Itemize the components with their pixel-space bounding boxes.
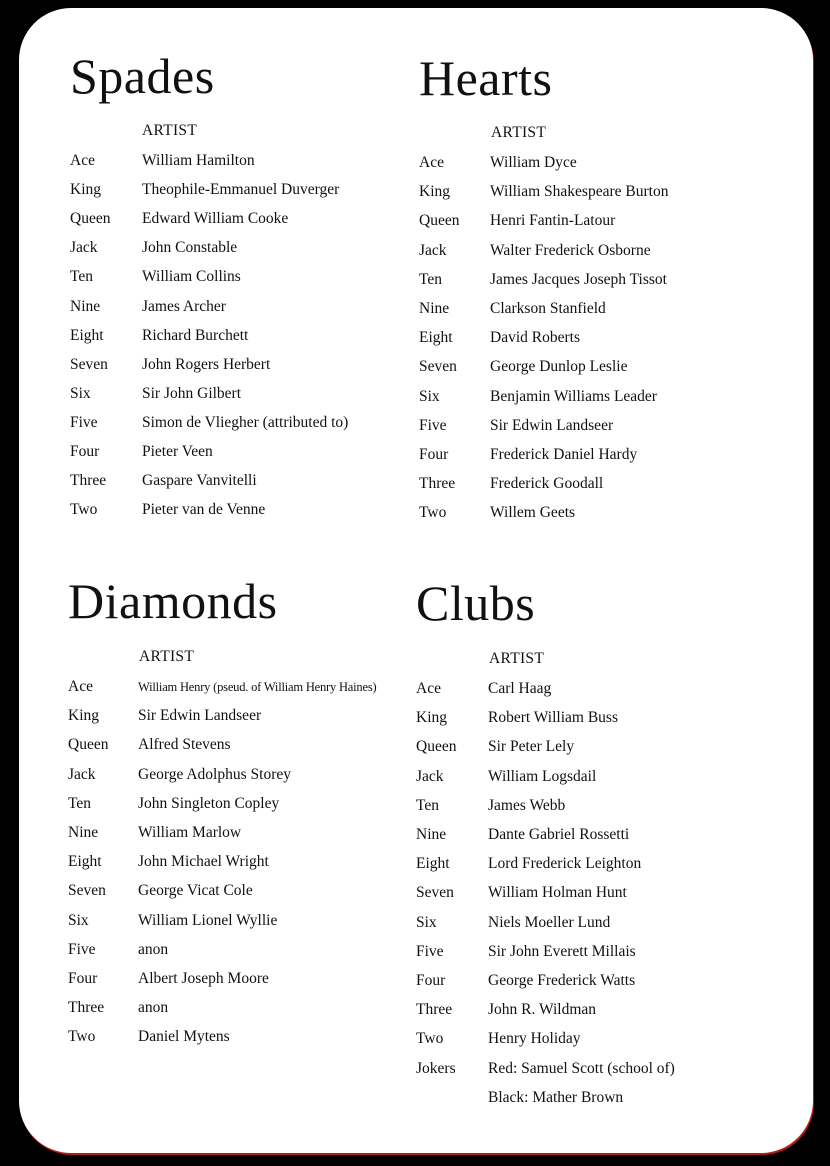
artist-name: William Shakespeare Burton	[490, 183, 669, 201]
rank-label: Three	[70, 472, 107, 490]
rank-label: Six	[419, 387, 440, 405]
artist-name: Sir Peter Lely	[488, 738, 575, 756]
rank-label: Two	[419, 504, 447, 522]
rank-label: Seven	[419, 358, 457, 376]
rank-label: Six	[68, 911, 89, 929]
artist-name: William Dyce	[490, 154, 577, 171]
rank-label: Nine	[419, 300, 450, 317]
artist-name: Gaspare Vanvitelli	[142, 472, 257, 490]
rank-label: Ace	[416, 680, 441, 697]
artist-name: anon	[138, 940, 169, 958]
artist-name: Sir John Everett Millais	[488, 942, 636, 960]
rank-label: Ace	[70, 152, 95, 169]
artist-name: William Lionel Wyllie	[138, 911, 278, 929]
artist-name: John R. Wildman	[488, 1001, 597, 1019]
rank-label: Ace	[419, 154, 444, 171]
artist-name: Pieter Veen	[142, 443, 213, 460]
rank-label: Ten	[419, 270, 443, 288]
rank-label: Queen	[419, 212, 460, 230]
rank-label: Three	[419, 475, 456, 493]
artist-name: William Hamilton	[142, 152, 255, 169]
artist-name: Frederick Daniel Hardy	[490, 446, 638, 463]
rank-label: Jokers	[416, 1059, 456, 1077]
rank-label: Seven	[70, 355, 108, 373]
artist-name: James Webb	[488, 796, 566, 814]
artist-name: George Dunlop Leslie	[490, 358, 628, 376]
suit-title: Spades	[70, 48, 215, 104]
rank-label: Queen	[68, 736, 109, 754]
rank-label: Four	[70, 443, 100, 460]
artist-name: John Rogers Herbert	[142, 355, 271, 373]
rank-label: Six	[416, 913, 437, 931]
artist-name: William Holman Hunt	[488, 884, 627, 902]
rank-label: Six	[70, 384, 91, 402]
artist-name: Daniel Mytens	[138, 1028, 230, 1046]
suit-title: Hearts	[419, 50, 553, 106]
rank-label: Five	[416, 942, 444, 960]
artist-name: George Vicat Cole	[138, 882, 253, 900]
rank-label: Jack	[419, 241, 447, 259]
rank-label: Two	[70, 501, 98, 519]
rank-label: Nine	[68, 824, 99, 841]
artist-name: Edward William Cooke	[142, 210, 289, 228]
artist-name: Black: Mather Brown	[488, 1088, 624, 1106]
suit-section-diamonds	[68, 573, 377, 1046]
artist-name: James Archer	[142, 297, 226, 315]
rank-label: Jack	[68, 765, 96, 783]
rank-label: Eight	[419, 329, 453, 347]
artist-name: George Adolphus Storey	[138, 765, 291, 783]
rank-label: Jack	[416, 767, 444, 785]
rank-label: Five	[68, 940, 96, 958]
suit-section-hearts	[419, 50, 669, 522]
rank-label: Two	[68, 1028, 96, 1046]
artist-name: George Frederick Watts	[488, 972, 636, 989]
suit-section-clubs	[416, 575, 675, 1106]
artist-column-header: ARTIST	[139, 648, 195, 665]
rank-label: Four	[416, 972, 446, 989]
suit-title: Clubs	[416, 575, 536, 631]
rank-label: Ten	[416, 796, 440, 814]
suit-section-spades	[70, 48, 349, 519]
artist-name: William Henry (pseud. of William Henry Haines)	[138, 680, 377, 694]
rank-label: Queen	[416, 738, 457, 756]
artist-name: John Singleton Copley	[138, 794, 280, 812]
rank-label: Two	[416, 1030, 444, 1048]
rank-label: King	[68, 707, 99, 725]
rank-label: Five	[70, 413, 98, 431]
rank-label: Nine	[416, 826, 447, 843]
rank-label: Jack	[70, 239, 98, 257]
artist-name: John Constable	[142, 239, 238, 257]
rank-label: King	[416, 709, 447, 727]
suit-title: Diamonds	[68, 573, 278, 629]
artist-name: Simon de Vliegher (attributed to)	[142, 413, 349, 431]
artist-name: Henri Fantin-Latour	[490, 212, 616, 230]
artist-name: Niels Moeller Lund	[488, 913, 611, 931]
artist-name: Frederick Goodall	[490, 475, 604, 493]
rank-label: Nine	[70, 297, 101, 315]
rank-label: Three	[68, 999, 105, 1017]
artist-name: Lord Frederick Leighton	[488, 855, 642, 873]
rank-label: Ten	[68, 794, 92, 812]
artist-name: Henry Holiday	[488, 1030, 581, 1048]
artist-name: Dante Gabriel Rossetti	[488, 826, 630, 843]
artist-column-header: ARTIST	[491, 124, 547, 141]
artist-name: Pieter van de Venne	[142, 501, 266, 519]
artist-name: James Jacques Joseph Tissot	[490, 270, 667, 288]
rank-label: Three	[416, 1001, 453, 1019]
rank-label: Seven	[416, 884, 454, 902]
rank-label: Four	[68, 970, 98, 987]
rank-label: Seven	[68, 882, 106, 900]
rank-label: Eight	[68, 853, 102, 871]
artist-name: William Collins	[142, 268, 241, 286]
artist-name: Clarkson Stanfield	[490, 300, 606, 317]
artist-name: Theophile-Emmanuel Duverger	[142, 181, 340, 199]
rank-label: Eight	[70, 326, 104, 344]
artist-name: Alfred Stevens	[138, 736, 231, 754]
rank-label: Ace	[68, 678, 93, 695]
artist-name: Willem Geets	[490, 504, 576, 522]
artist-column-header: ARTIST	[142, 122, 198, 139]
playing-card-artist-list	[19, 8, 813, 1153]
artist-name: anon	[138, 999, 169, 1017]
rank-label: King	[70, 181, 101, 199]
artist-name: Richard Burchett	[142, 326, 249, 344]
rank-label: Five	[419, 416, 447, 434]
rank-label: Ten	[70, 268, 94, 286]
artist-name: Robert William Buss	[488, 709, 618, 727]
artist-column-header: ARTIST	[489, 650, 545, 667]
artist-name: Carl Haag	[488, 680, 552, 697]
artist-name: Sir Edwin Landseer	[138, 707, 262, 725]
rank-label: Eight	[416, 855, 450, 873]
artist-name: Sir John Gilbert	[142, 384, 242, 402]
rank-label: King	[419, 183, 450, 201]
rank-label: Queen	[70, 210, 111, 228]
artist-name: Sir Edwin Landseer	[490, 416, 614, 434]
artist-name: Albert Joseph Moore	[138, 970, 269, 987]
artist-name: John Michael Wright	[138, 853, 269, 871]
artist-name: William Marlow	[138, 824, 242, 841]
artist-name: William Logsdail	[488, 767, 597, 785]
artist-name: Red: Samuel Scott (school of)	[488, 1059, 675, 1077]
artist-name: Walter Frederick Osborne	[490, 241, 651, 259]
rank-label: Four	[419, 446, 449, 463]
artist-name: David Roberts	[490, 329, 580, 347]
artist-name: Benjamin Williams Leader	[490, 387, 657, 405]
